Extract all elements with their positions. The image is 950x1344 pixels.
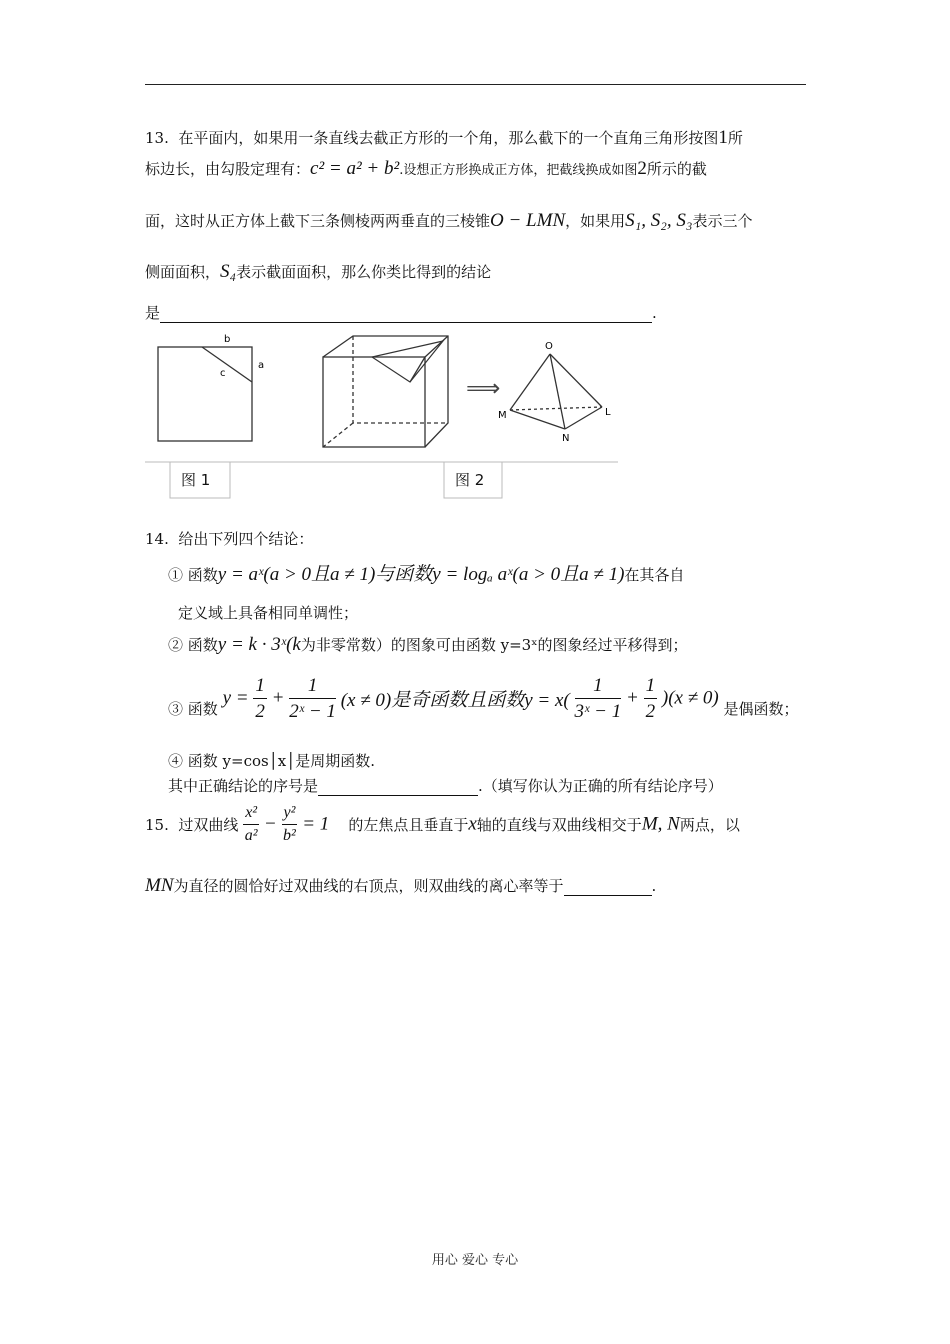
q13-line1: 13. 在平面内，如果用一条直线去截正方形的一个角，那么截下的一个直角三角形按图1所 [145,127,743,148]
arrow-icon: ⟹ [466,374,501,402]
q14-number: 14. [145,530,169,548]
label-O: O [545,341,553,352]
q13-line2: 标边长，由勾股定理有：c² = a² + b².设想正方形换成正方体，把截线换成如图2所示的截 [145,158,707,179]
pyramid-figure [510,354,602,429]
caption-figure-1: 图 1 [181,471,211,489]
frac-3: $\frac{1}{\text{3ˣ − 1}}$ [574,675,622,722]
q14-item4: ④ 函数 y=cos│x│是周期函数. [168,752,375,770]
q13-line4: 侧面面积，S₄表示截面面积，那么你类比得到的结论 [145,261,492,282]
hyperbola-frac-y: $\frac{\text{y²}}{\text{b²}}$ [283,804,296,844]
area-symbols: S₁, S₂, S₃ [625,210,693,231]
q14-item1: ① 函数y = aˣ(a > 0且a ≠ 1)与函数y = logₐ aˣ(a > 0且a ≠ 1)在其各自 [168,564,685,585]
q13-number: 13. [145,129,169,147]
label-L: L [605,407,611,418]
q14-item3: ③ 函数 y = $\frac{1}{2}$ + $\frac{1}{\text{2ˣ − 1}}$ (x ≠ 0)是奇函数且函数y = x( $\frac{1}{\text{3ˣ − 1}}$ + $\frac{1}{2}$ )(x ≠ 0) 是偶函数； [168,675,799,722]
q15-line2: MN为直径的圆恰好过双曲线的右顶点，则双曲线的离心率等于 . [145,875,657,896]
q15-line1: 15. 过双曲线 $\frac{\text{x²}}{\text{a²}}$ − $\frac{\text{y²}}{\text{b²}}$ = 1 的左焦点且垂直于x轴的直线与双曲线相交于M, N两点，以 [145,804,740,844]
frac-4: $\frac{1}{2}$ [645,675,656,722]
q13-line5: 是 . [145,304,657,322]
figure-1-square [158,347,252,441]
pyramid-name: O − LMN [490,210,566,231]
q14-intro: 14. 给出下列四个结论： [145,530,314,548]
pythagorean-formula: c² = a² + b² [310,158,400,179]
q15-number: 15. [145,815,169,834]
label-c: c [220,368,226,379]
q14-answer: 其中正确结论的序号是 .（填写你认为正确的所有结论序号） [168,777,723,795]
q14-item1-cont: 定义域上具备相同单调性； [178,604,359,622]
item2-formula: y = k · 3ˣ(k [217,634,301,655]
q14-item2: ② 函数y = k · 3ˣ(k为非零常数）的图象可由函数 y=3ˣ的图象经过平移得到； [168,634,688,655]
figure-2-cube [323,336,448,447]
q14-answer-blank[interactable] [318,777,478,796]
q15-answer-blank[interactable] [564,877,652,896]
item1-formula: y = aˣ(a > 0且a ≠ 1)与函数y = logₐ aˣ(a > 0且a ≠ 1) [217,564,625,585]
caption-figure-2: 图 2 [455,471,485,489]
q13-line3: 面，这时从正方体上截下三条侧棱两两垂直的三棱锥O − LMN，如果用S₁, S₂, S₃表示三个 [145,210,753,231]
page-footer: 用心 爱心 专心 [431,1253,519,1268]
caption-frame [145,462,618,498]
q13-answer-blank[interactable] [160,304,652,323]
hyperbola-frac-x: $\frac{\text{x²}}{\text{a²}}$ [244,804,258,844]
frac-2: $\frac{1}{\text{2ˣ − 1}}$ [289,675,336,722]
header-rule [145,84,806,85]
frac-1: $\frac{1}{2}$ [255,675,265,722]
label-b: b [224,334,231,345]
label-a: a [258,360,265,371]
q13-figures [140,330,630,500]
label-M: M [498,410,507,421]
label-N: N [562,433,570,444]
